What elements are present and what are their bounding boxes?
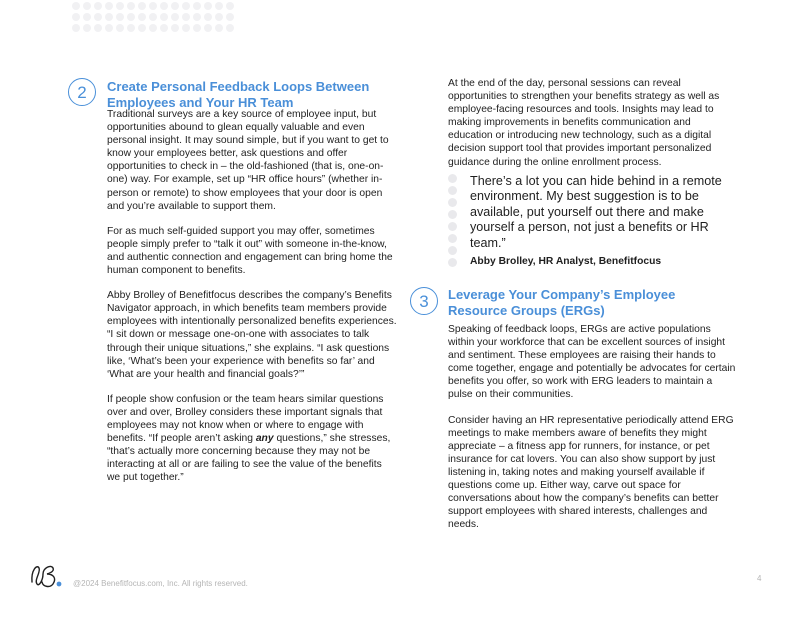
quote-dot-bar	[448, 174, 457, 267]
pull-quote: There’s a lot you can hide behind in a remote environment. My best suggestion is to be available, put yourself out there and make yourself a person, not just a benefits or HR team.”	[470, 174, 722, 250]
benefitfocus-logo-icon	[29, 560, 65, 590]
footer-copyright: @2024 Benefitfocus.com, Inc. All rights reserved.	[73, 579, 248, 588]
right-column-intro	[448, 77, 738, 181]
section-3-number: 3	[410, 287, 438, 315]
paragraph-4-text-end: questions,” she stresses, “that’s actually more concerning because they may not be interacting at all or are failing to see the value of the benefits we put together.”	[107, 433, 391, 484]
section-2-heading: Create Personal Feedback Loops Between Employees and Your HR Team	[107, 79, 370, 110]
page-number: 4	[757, 574, 762, 583]
section-3-paragraph-1: Speaking of feedback loops, ERGs are active populations within your workforce that can be excellent sources of insight and sentiment. These employees are raising their hands to come together, engage and potentially be advocates for certain benefits you offer, so work with ERG leaders to maintain a pulse on their communities.	[448, 324, 736, 401]
section-2-number: 2	[68, 78, 96, 106]
section-3-paragraph-2: Consider having an HR representative periodically attend ERG meetings to make members aware of benefits they might appreciate – a fitness app for runners, for instance, or pet insurance for cat lovers. You can also show support by just listening in, taking notes and making yourself available if questions come up. Either way, carve out space for conversations about how the company’s benefits can better support employees with shared interests, challenges and needs.	[448, 414, 734, 531]
decorative-dot-grid	[72, 2, 234, 32]
section-2-paragraph-2: For as much self-guided support you may offer, sometimes people simply prefer to “talk it out” with someone in-the-know, and authentic connection and engagement can bring home the human component to benefits.	[107, 225, 393, 277]
section-2-paragraph-3: Abby Brolley of Benefitfocus describes the company’s Benefits Navigator approach, in which benefits team members provide employees with intentionally personalized benefits experiences. “I sit down or message one-on-one with associates to talk through their unique situations,” she explains. “I ask questions like, ‘What’s been your experience with benefits so far’ and ‘What are your health and financial goals?’”	[107, 290, 397, 380]
section-2-body	[107, 108, 397, 496]
quote-attribution: Abby Brolley, HR Analyst, Benefitfocus	[470, 256, 662, 267]
intro-paragraph: At the end of the day, personal sessions can reveal opportunities to strengthen your benefits strategy as well as employee-facing resources and tools. Insights may lead to making improvements in benefits communication and education or introducing new technology, such as a digital decision support tool that provides important personalized guidance during the online enrollment process.	[448, 78, 720, 168]
section-3-heading: Leverage Your Company’s Employee Resource Groups (ERGs)	[448, 287, 676, 318]
emphasis-any: any	[255, 433, 274, 445]
section-2-paragraph-4	[107, 393, 397, 485]
section-3-body	[448, 323, 738, 543]
section-2-paragraph-1: Traditional surveys are a key source of employee input, but opportunities abound to glean equally valuable and even personal insight. It may sound simple, but if you want to get to know your employees better, ask questions and offer opportunities to check in – the old-fashioned (that is, one-on-one) way. For example, set up “HR office hours” (whether in-person or remote) to show employees that your door is open and you’re available to support them.	[107, 109, 389, 212]
paragraph-4-text-start: If people show confusion or the team hears similar questions over and over, Brolley considers these important signals that employees may not know when or where to engage with benefits. “If people aren’t asking	[107, 393, 384, 445]
